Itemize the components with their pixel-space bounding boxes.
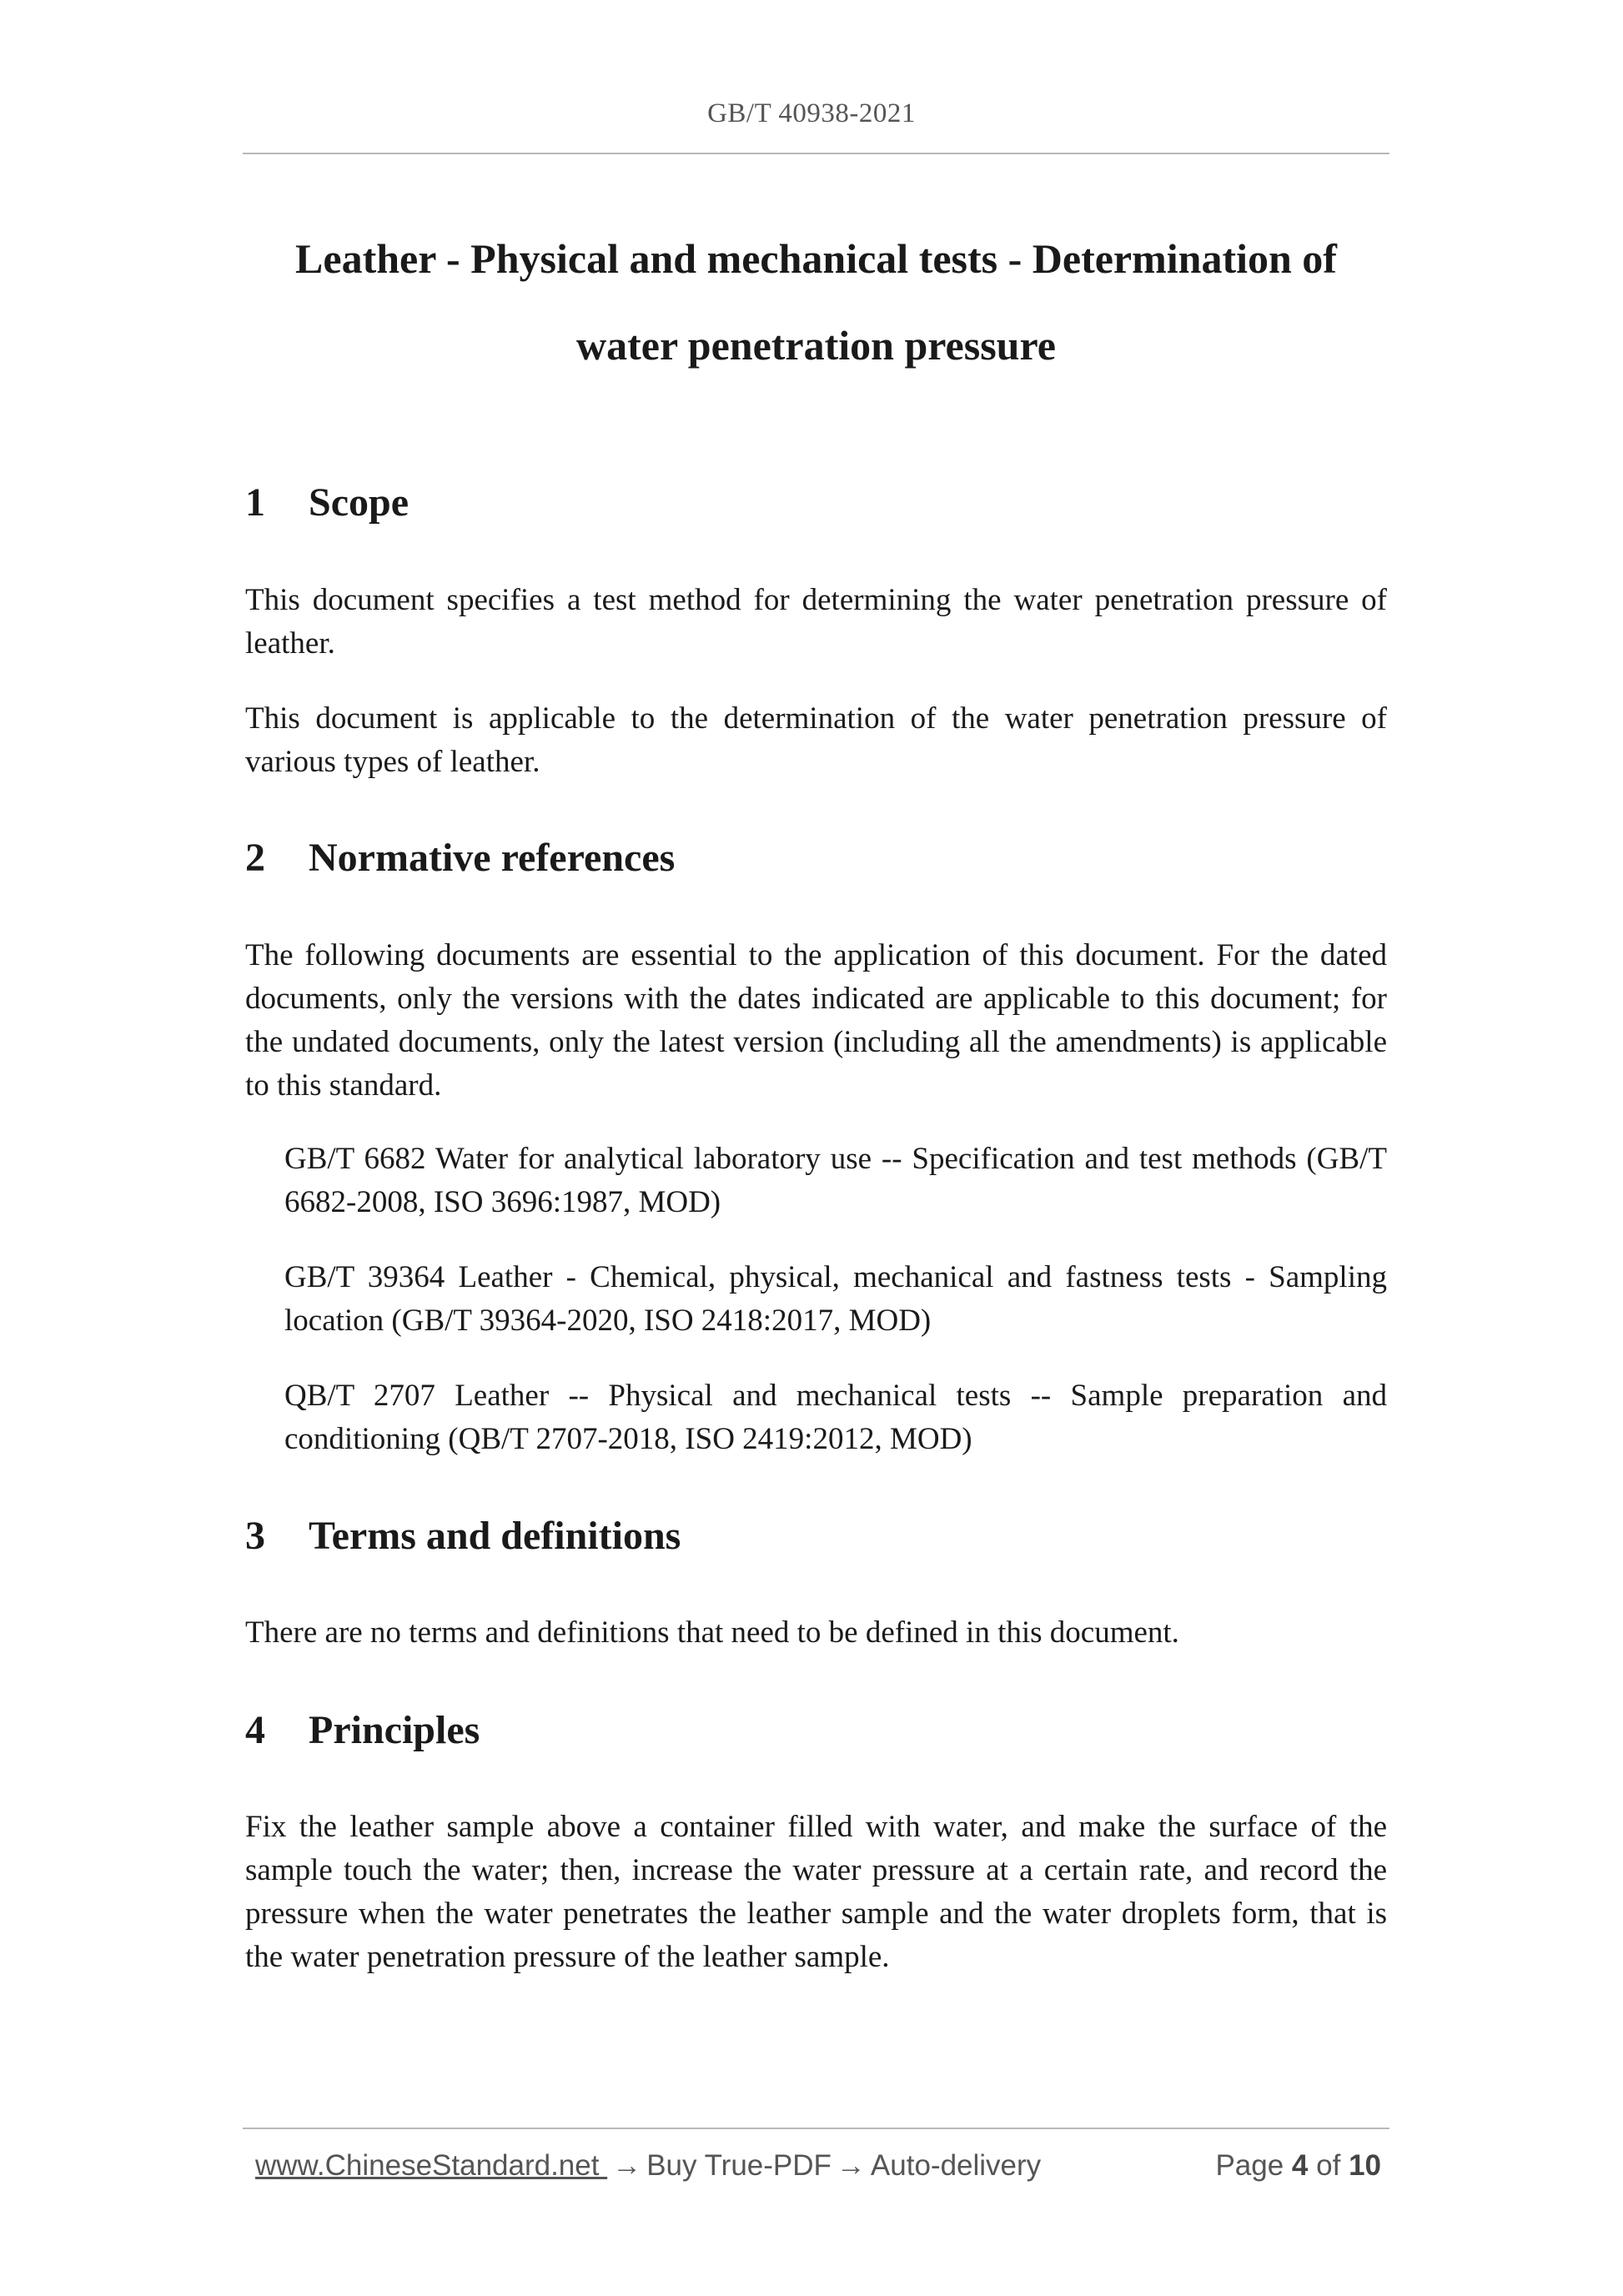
standard-code-header: GB/T 40938-2021 xyxy=(707,98,916,128)
section-heading-terms xyxy=(245,1511,681,1561)
website-link[interactable]: www.ChineseStandard.net xyxy=(255,2149,608,2182)
section-title: Normative references xyxy=(309,836,676,880)
header-divider xyxy=(243,153,1389,154)
reference-item: GB/T 39364 Leather - Chemical, physical, mechanical and fastness tests - Sampling location (GB/T 39364-2020, ISO 2418:2017, MOD) xyxy=(284,1260,1387,1338)
page-of-label: of xyxy=(1316,2149,1341,2182)
arrow-right-icon: → xyxy=(836,2149,866,2182)
section-heading-principles xyxy=(245,1706,480,1756)
arrow-right-icon: → xyxy=(612,2149,642,2182)
terms-paragraph: There are no terms and definitions that need to be defined in this document. xyxy=(245,1615,1179,1650)
page-footer xyxy=(255,2149,1381,2191)
title-line-2: water penetration pressure xyxy=(576,322,1056,369)
total-pages: 10 xyxy=(1349,2149,1381,2182)
title-line-1: Leather - Physical and mechanical tests - Determination of xyxy=(295,235,1337,282)
section-title: Principles xyxy=(309,1708,480,1752)
footer-divider xyxy=(243,2128,1389,2129)
section-number: 4 xyxy=(245,1708,265,1752)
section-title: Terms and definitions xyxy=(309,1514,681,1558)
scope-paragraph-2: This document is applicable to the determination of the water penetration pressure of various types of leather. xyxy=(245,701,1387,779)
section-number: 3 xyxy=(245,1514,265,1558)
footer-promo xyxy=(255,2149,1041,2183)
scope-paragraph-1: This document specifies a test method for determining the water penetration pressure of leather. xyxy=(245,583,1387,661)
normative-intro-paragraph: The following documents are essential to the application of this document. For the dated documents, only the versions with the dates indicated are applicable to this document; for the undated documents, only the latest version (including all the amendments) is applicable to this standard. xyxy=(245,938,1387,1103)
section-number: 2 xyxy=(245,836,265,880)
auto-delivery-text: Auto-delivery xyxy=(870,2149,1042,2182)
buy-true-pdf-text: Buy True-PDF xyxy=(646,2149,832,2182)
section-heading-scope xyxy=(245,478,409,528)
current-page: 4 xyxy=(1291,2149,1309,2182)
section-heading-normative-references xyxy=(245,833,675,883)
document-title xyxy=(243,215,1389,389)
reference-item: QB/T 2707 Leather -- Physical and mechanical tests -- Sample preparation and conditioning (QB/T 2707-2018, ISO 2419:2012, MOD) xyxy=(284,1379,1387,1456)
principles-paragraph: Fix the leather sample above a container filled with water, and make the surface of the sample touch the water; then, increase the water pressure at a certain rate, and record the pressure when the water penetrates the leather sample and the water droplets form, that is the water penetration pressure of the leather sample. xyxy=(245,1810,1387,1974)
page-label: Page xyxy=(1215,2149,1284,2182)
page-number xyxy=(1215,2149,1381,2183)
section-title: Scope xyxy=(309,480,409,525)
reference-item: GB/T 6682 Water for analytical laboratory use -- Specification and test methods (GB/T 6682-2008, ISO 3696:1987, MOD) xyxy=(284,1142,1387,1219)
section-number: 1 xyxy=(245,480,265,525)
